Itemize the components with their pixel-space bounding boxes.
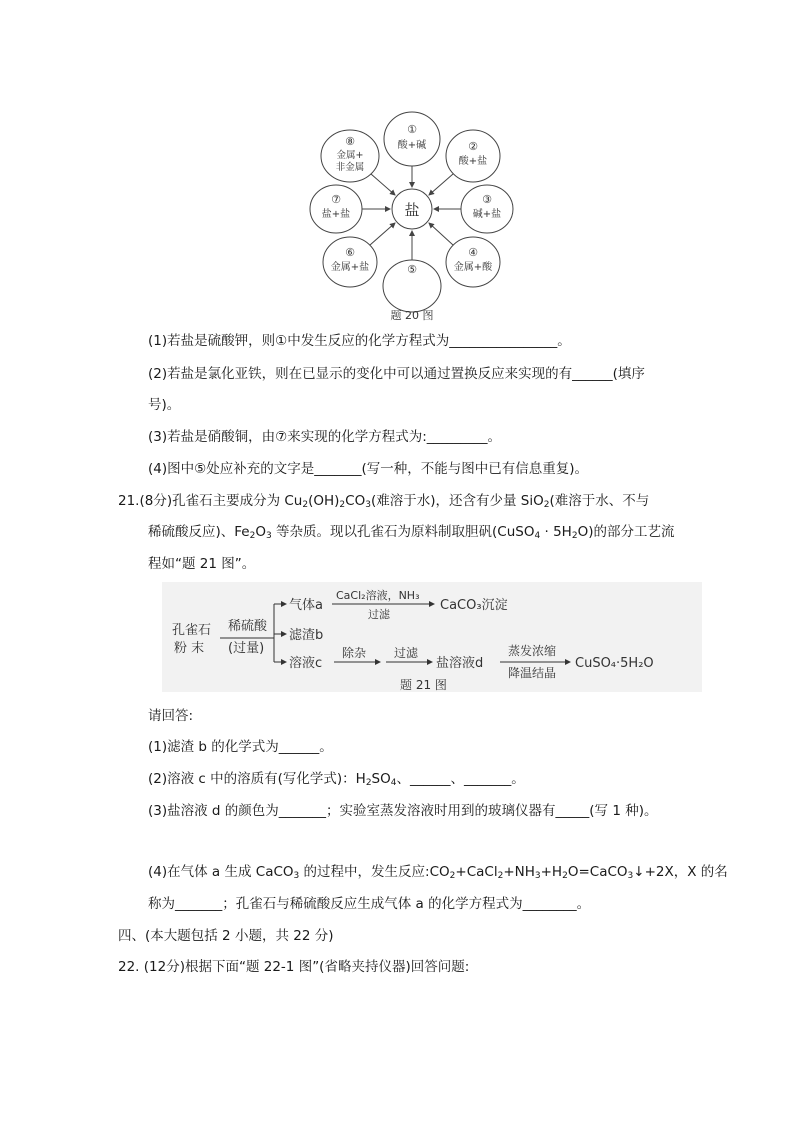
node-5-num: ⑤ (407, 263, 417, 276)
node-8-text1: 金属+ (336, 150, 364, 161)
node-1-circle (384, 112, 440, 166)
node-3-text: 碱+盐 (472, 209, 502, 220)
gas-condition-top: CaCl₂溶液，NH₃ (336, 589, 420, 602)
arrow-8 (371, 174, 395, 195)
caco3-precipitate: CaCO₃沉淀 (440, 598, 508, 613)
product-cuso4: CuSO₄·5H₂O (575, 656, 654, 671)
figure-20 (305, 106, 515, 321)
solution-c: 溶液c (289, 656, 323, 671)
center-label: 盐 (404, 201, 420, 219)
node-4-text: 金属+酸 (453, 262, 493, 273)
q20-part4: (4)图中⑤处应补充的文字是_______(写一种，不能与图中已有信息重复)。 (148, 461, 589, 477)
start-label-2: 粉 末 (174, 641, 205, 656)
arrow-6 (370, 223, 395, 245)
node-4-num: ④ (468, 246, 478, 259)
q20-part3: (3)若盐是硝酸铜，由⑦来实现的化学方程式为:_________。 (148, 429, 502, 445)
start-label-1: 孔雀石 (172, 623, 212, 638)
q21-part1: (1)滤渣 b 的化学式为______。 (148, 739, 333, 755)
q20-part1: (1)若盐是硫酸钾，则①中发生反应的化学方程式为________________。 (148, 333, 571, 349)
q21-intro-line1: 21.(8分)孔雀石主要成分为 $Cu_2(OH)_2CO_3$(难溶于水)，还含有少量 SiO$_2$(难溶于水、不与 (118, 493, 650, 510)
node-6-text: 金属+盐 (330, 262, 370, 273)
gas-a: 气体a (289, 598, 323, 613)
step-filter: 过滤 (394, 646, 419, 660)
q21-intro-line3: 程如“题 21 图”。 (148, 556, 256, 572)
q21-part4-line2: 称为_______；孔雀石与稀硫酸反应生成气体 a 的化学方程式为________。 (148, 896, 591, 912)
node-7-num: ⑦ (331, 193, 341, 206)
node-7-text: 盐+盐 (321, 209, 351, 220)
figure-21 (162, 582, 702, 692)
reagent-label-2: (过量) (228, 641, 265, 656)
salt-solution-d: 盐溶液d (436, 656, 484, 671)
q21-part4-line1: (4)在气体 a 生成 CaCO$_3$ 的过程中，发生反应$:CO_2+CaCl_2+NH_3+H_2O=CaCO_3↓+2X$，X 的名 (148, 864, 728, 881)
section-4-heading: 四、(本大题包括 2 小题，共 22 分) (118, 928, 334, 944)
q21-part3: (3)盐溶液 d 的颜色为_______；实验室蒸发溶液时用到的玻璃仪器有_____(写 1 种)。 (148, 803, 658, 819)
q21-part2: (2)溶液 c 中的溶质有(写化学式)：$H_2SO_4$、______、_______。 (148, 771, 525, 788)
residue-b: 滤渣b (289, 628, 324, 643)
node-1-text: 酸+碱 (397, 140, 427, 151)
node-8-text2: 非金属 (335, 162, 365, 173)
arrow-2 (429, 174, 453, 195)
q21-intro-line2: 稀硫酸反应)、$Fe_2O_3$ 等杂质。现以孔雀石为原料制取胆矾(CuSO$_4$ · $5H_2O$)的部分工艺流 (148, 524, 675, 541)
q21-ask: 请回答: (148, 708, 194, 724)
q20-part2-line2: 号)。 (148, 397, 181, 413)
step-purify: 除杂 (342, 646, 367, 660)
figure-20-caption: 题 20 图 (390, 309, 434, 321)
node-1-num: ① (407, 123, 417, 136)
q22-stem: 22. (12分)根据下面“题 22-1 图”(省略夹持仪器)回答问题: (118, 959, 470, 975)
node-2-text: 酸+盐 (458, 156, 488, 167)
condition-evaporate: 蒸发浓缩 (508, 644, 557, 658)
node-3-num: ③ (482, 193, 492, 206)
gas-condition-bottom: 过滤 (368, 608, 390, 621)
reagent-label-1: 稀硫酸 (228, 619, 268, 634)
node-6-num: ⑥ (345, 246, 355, 259)
node-2-num: ② (468, 140, 478, 153)
q20-part2-line1: (2)若盐是氯化亚铁，则在已显示的变化中可以通过置换反应来实现的有______(填序 (148, 366, 645, 382)
arrow-4 (429, 223, 453, 245)
node-8-num: ⑧ (345, 135, 355, 148)
condition-cool: 降温结晶 (508, 666, 557, 680)
figure-21-caption: 题 21 图 (400, 678, 447, 692)
